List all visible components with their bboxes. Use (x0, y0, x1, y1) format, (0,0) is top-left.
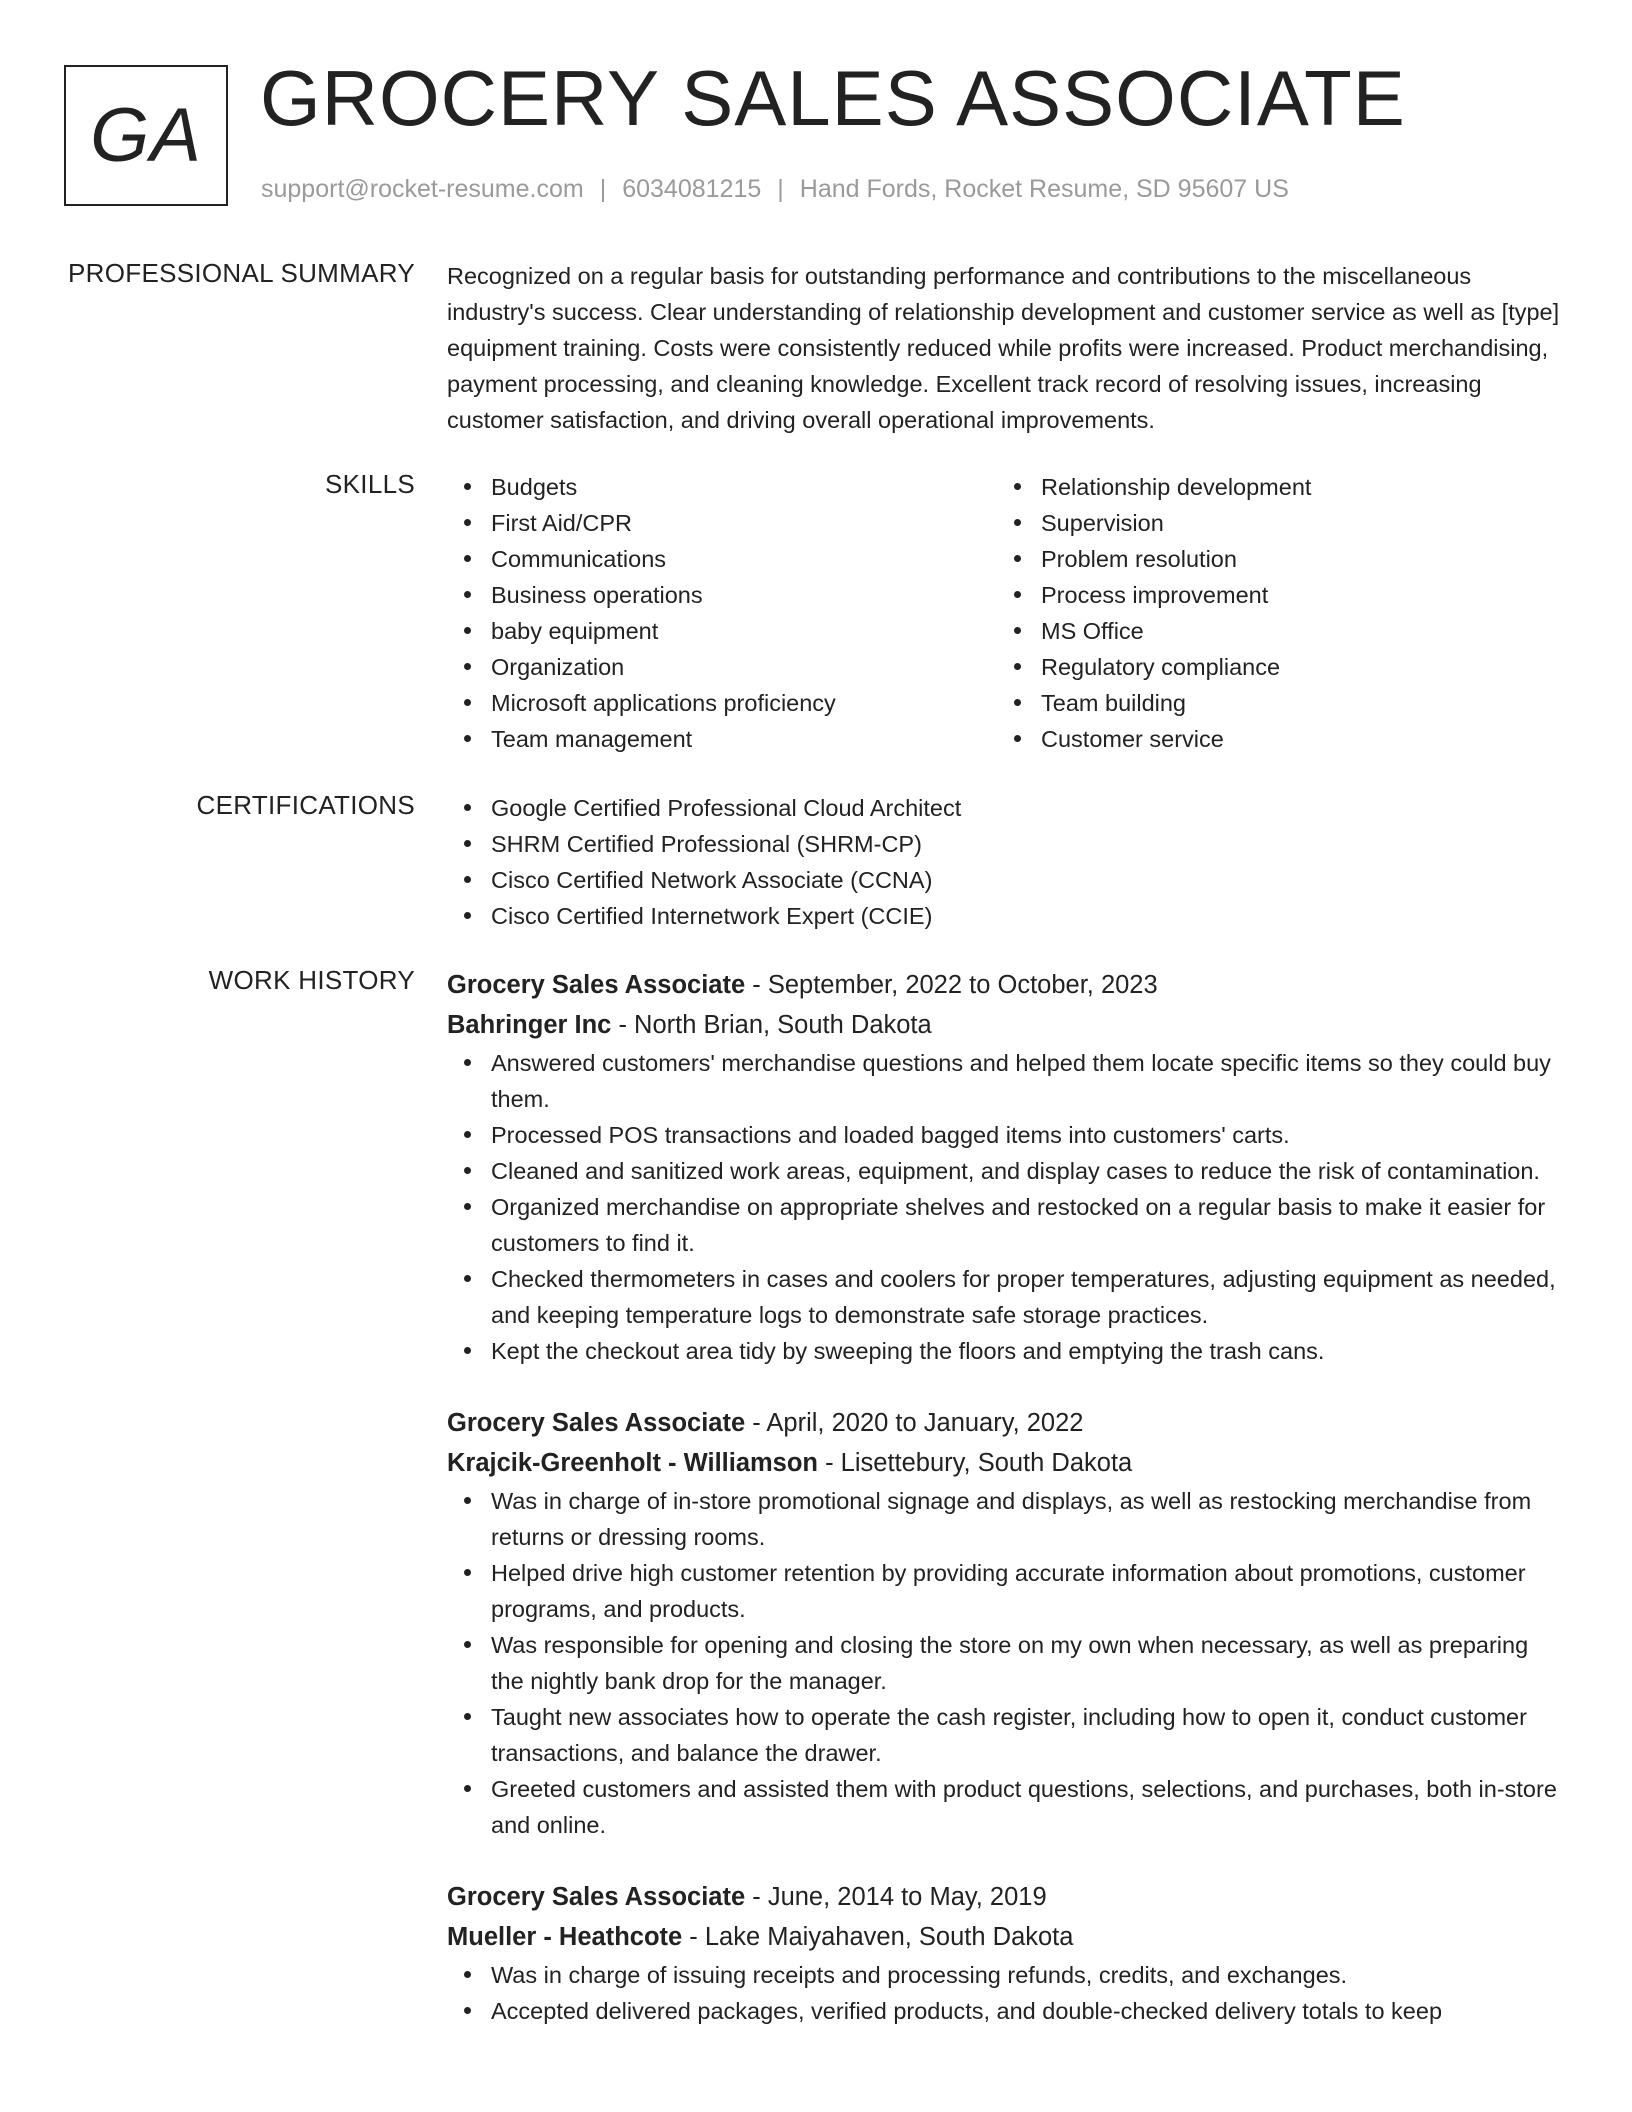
bullet-dot-icon (1014, 591, 1021, 598)
certification-item-text: Cisco Certified Internetwork Expert (CCIE) (491, 903, 933, 929)
contact-phone[interactable]: 6034081215 (622, 175, 762, 203)
contact-separator: | (599, 175, 607, 203)
job-duty-item (447, 1483, 1563, 1555)
job-duty-item-text: Organized merchandise on appropriate shelves and restocked on a regular basis to make it easier for customers to find it. (491, 1194, 1546, 1256)
job-duty-item (447, 1333, 1563, 1369)
bullet-dot-icon (1014, 663, 1021, 670)
job-duty-item-text: Accepted delivered packages, verified products, and double-checked delivery totals to keep (491, 1998, 1443, 2024)
job-company-line (447, 1005, 1563, 1045)
job-duties-list (447, 1483, 1563, 1843)
certification-item-text: Cisco Certified Network Associate (CCNA) (491, 867, 933, 893)
job-dates: - September, 2022 to October, 2023 (745, 971, 1158, 999)
certifications-body (447, 790, 1563, 934)
skill-item (997, 505, 1547, 541)
bullet-dot-icon (464, 2007, 471, 2014)
skill-item-text: Problem resolution (1041, 546, 1237, 572)
job-duty-item-text: Processed POS transactions and loaded bagged items into customers' carts. (491, 1122, 1290, 1148)
job-location: - Lake Maiyahaven, South Dakota (682, 1923, 1074, 1951)
bullet-dot-icon (464, 591, 471, 598)
job-duty-item (447, 1153, 1563, 1189)
bullet-dot-icon (464, 1059, 471, 1066)
bullet-dot-icon (464, 840, 471, 847)
job-duty-item-text: Helped drive high customer retention by providing accurate information about promotions, customer programs, and products. (491, 1560, 1526, 1622)
bullet-dot-icon (1014, 555, 1021, 562)
skill-item-text: Microsoft applications proficiency (491, 690, 836, 716)
summary-body (447, 258, 1563, 438)
skill-item-text: Communications (491, 546, 667, 572)
certification-item-text: Google Certified Professional Cloud Architect (491, 795, 962, 821)
skill-item (447, 469, 997, 505)
job-duty-item (447, 1627, 1563, 1699)
job-location: - Lisettebury, South Dakota (818, 1449, 1133, 1477)
job-title-line (447, 1403, 1563, 1443)
job-duty-item (447, 1555, 1563, 1627)
bullet-dot-icon (464, 483, 471, 490)
bullet-dot-icon (464, 1131, 471, 1138)
bullet-dot-icon (464, 1203, 471, 1210)
section-label-summary: PROFESSIONAL SUMMARY (68, 258, 415, 288)
skill-item (997, 649, 1547, 685)
job-duty-item-text: Checked thermometers in cases and coolers for proper temperatures, adjusting equipment as needed, and keeping temperature logs to demonstrate safe storage practices. (491, 1266, 1556, 1328)
bullet-dot-icon (464, 519, 471, 526)
job-duty-item-text: Greeted customers and assisted them with product questions, selections, and purchases, both in-store and online. (491, 1776, 1557, 1838)
skill-item (997, 685, 1547, 721)
bullet-dot-icon (1014, 519, 1021, 526)
bullet-dot-icon (464, 804, 471, 811)
skill-item-text: Team management (491, 726, 693, 752)
skill-item-text: MS Office (1041, 618, 1144, 644)
job-duty-item-text: Cleaned and sanitized work areas, equipment, and display cases to reduce the risk of contamination. (491, 1158, 1540, 1184)
skill-item (997, 721, 1547, 757)
skill-item-text: First Aid/CPR (491, 510, 633, 536)
job-company: Krajcik-Greenholt - Williamson (447, 1449, 819, 1477)
bullet-dot-icon (464, 1971, 471, 1978)
certifications-list (447, 790, 1563, 934)
bullet-dot-icon (464, 1785, 471, 1792)
skill-item (447, 685, 997, 721)
job-dates: - June, 2014 to May, 2019 (745, 1883, 1047, 1911)
bullet-dot-icon (464, 1713, 471, 1720)
skill-item-text: Business operations (491, 582, 703, 608)
skill-item-text: Organization (491, 654, 625, 680)
skill-item-text: Customer service (1041, 726, 1224, 752)
job-duty-item (447, 1117, 1563, 1153)
certification-item-text: SHRM Certified Professional (SHRM-CP) (491, 831, 922, 857)
bullet-dot-icon (1014, 735, 1021, 742)
skill-item-text: Supervision (1041, 510, 1164, 536)
bullet-dot-icon (464, 1497, 471, 1504)
contact-address: Hand Fords, Rocket Resume, SD 95607 US (799, 175, 1289, 203)
skill-item-text: Relationship development (1041, 474, 1312, 500)
section-label-work-history: WORK HISTORY (208, 965, 415, 995)
skill-item (447, 577, 997, 613)
skills-list-right (997, 469, 1547, 757)
work-history-body (447, 965, 1563, 2063)
bullet-dot-icon (1014, 483, 1021, 490)
job-title: Grocery Sales Associate (447, 1409, 746, 1437)
certification-item (447, 862, 1563, 898)
bullet-dot-icon (1014, 627, 1021, 634)
skills-body (447, 469, 1563, 757)
certification-item (447, 898, 1563, 934)
skill-item-text: Budgets (491, 474, 578, 500)
job-company-line (447, 1443, 1563, 1483)
job-duties-list (447, 1045, 1563, 1369)
skill-item (997, 613, 1547, 649)
certification-item (447, 790, 1563, 826)
section-label-certifications: CERTIFICATIONS (196, 790, 415, 820)
skill-item (447, 649, 997, 685)
skill-item-text: Regulatory compliance (1041, 654, 1281, 680)
skill-item-text: Team building (1041, 690, 1187, 716)
job-duties-list (447, 1957, 1563, 2029)
job-duty-item (447, 1771, 1563, 1843)
bullet-dot-icon (464, 1641, 471, 1648)
bullet-dot-icon (1014, 699, 1021, 706)
bullet-dot-icon (464, 1347, 471, 1354)
job-title: Grocery Sales Associate (447, 971, 746, 999)
job-duty-item-text: Kept the checkout area tidy by sweeping the floors and emptying the trash cans. (491, 1338, 1325, 1364)
job-duty-item-text: Was in charge of issuing receipts and processing refunds, credits, and exchanges. (491, 1962, 1348, 1988)
bullet-dot-icon (464, 699, 471, 706)
job-entry (447, 965, 1563, 1369)
job-duty-item (447, 1261, 1563, 1333)
bullet-dot-icon (464, 1569, 471, 1576)
job-duty-item-text: Taught new associates how to operate the cash register, including how to open it, conduct customer transactions, and balance the drawer. (491, 1704, 1527, 1766)
bullet-dot-icon (464, 555, 471, 562)
contact-line (261, 175, 1289, 204)
job-title: Grocery Sales Associate (447, 1883, 746, 1911)
job-duty-item (447, 1993, 1563, 2029)
skill-item (447, 505, 997, 541)
job-entry (447, 1403, 1563, 1843)
contact-email[interactable]: support@rocket-resume.com (261, 175, 584, 203)
job-company: Bahringer Inc (447, 1011, 612, 1039)
job-duty-item (447, 1045, 1563, 1117)
bullet-dot-icon (464, 735, 471, 742)
job-title-line (447, 1877, 1563, 1917)
job-duty-item-text: Was in charge of in-store promotional signage and displays, as well as restocking merchandise from returns or dressing rooms. (491, 1488, 1532, 1550)
job-duty-item (447, 1957, 1563, 1993)
bullet-dot-icon (464, 1275, 471, 1282)
job-location: - North Brian, South Dakota (611, 1011, 932, 1039)
job-duty-item (447, 1699, 1563, 1771)
resume-name: GROCERY SALES ASSOCIATE (260, 54, 1406, 142)
job-duty-item-text: Was responsible for opening and closing the store on my own when necessary, as well as preparing the nightly bank drop for the manager. (491, 1632, 1529, 1694)
bullet-dot-icon (464, 627, 471, 634)
monogram-box (64, 65, 228, 206)
job-duty-item-text: Answered customers' merchandise questions and helped them locate specific items so they could buy them. (491, 1050, 1551, 1112)
bullet-dot-icon (464, 1167, 471, 1174)
contact-separator: | (777, 175, 784, 203)
summary-text: Recognized on a regular basis for outstanding performance and contributions to the miscellaneous industry's success. Clear understanding of relationship development and customer service as well as [type] equipment training. Costs were consistently reduced while profits were increased. Product merchandising, payment processing, and cleaning knowledge. Excellent track record of resolving issues, increasing customer satisfaction, and driving overall operational improvements. (447, 263, 1560, 433)
job-entry (447, 1877, 1563, 2029)
job-duty-item (447, 1189, 1563, 1261)
skill-item (447, 721, 997, 757)
job-dates: - April, 2020 to January, 2022 (745, 1409, 1084, 1437)
bullet-dot-icon (464, 876, 471, 883)
skill-item-text: baby equipment (491, 618, 659, 644)
skill-item (997, 541, 1547, 577)
job-company: Mueller - Heathcote (447, 1923, 683, 1951)
job-title-line (447, 965, 1563, 1005)
skill-item (997, 469, 1547, 505)
skills-list-left (447, 469, 997, 757)
skill-item (447, 613, 997, 649)
skill-item (997, 577, 1547, 613)
bullet-dot-icon (464, 912, 471, 919)
skill-item (447, 541, 997, 577)
job-company-line (447, 1917, 1563, 1957)
section-label-skills: SKILLS (325, 469, 415, 499)
skill-item-text: Process improvement (1041, 582, 1269, 608)
monogram-initials: GA (90, 93, 202, 178)
certification-item (447, 826, 1563, 862)
bullet-dot-icon (464, 663, 471, 670)
